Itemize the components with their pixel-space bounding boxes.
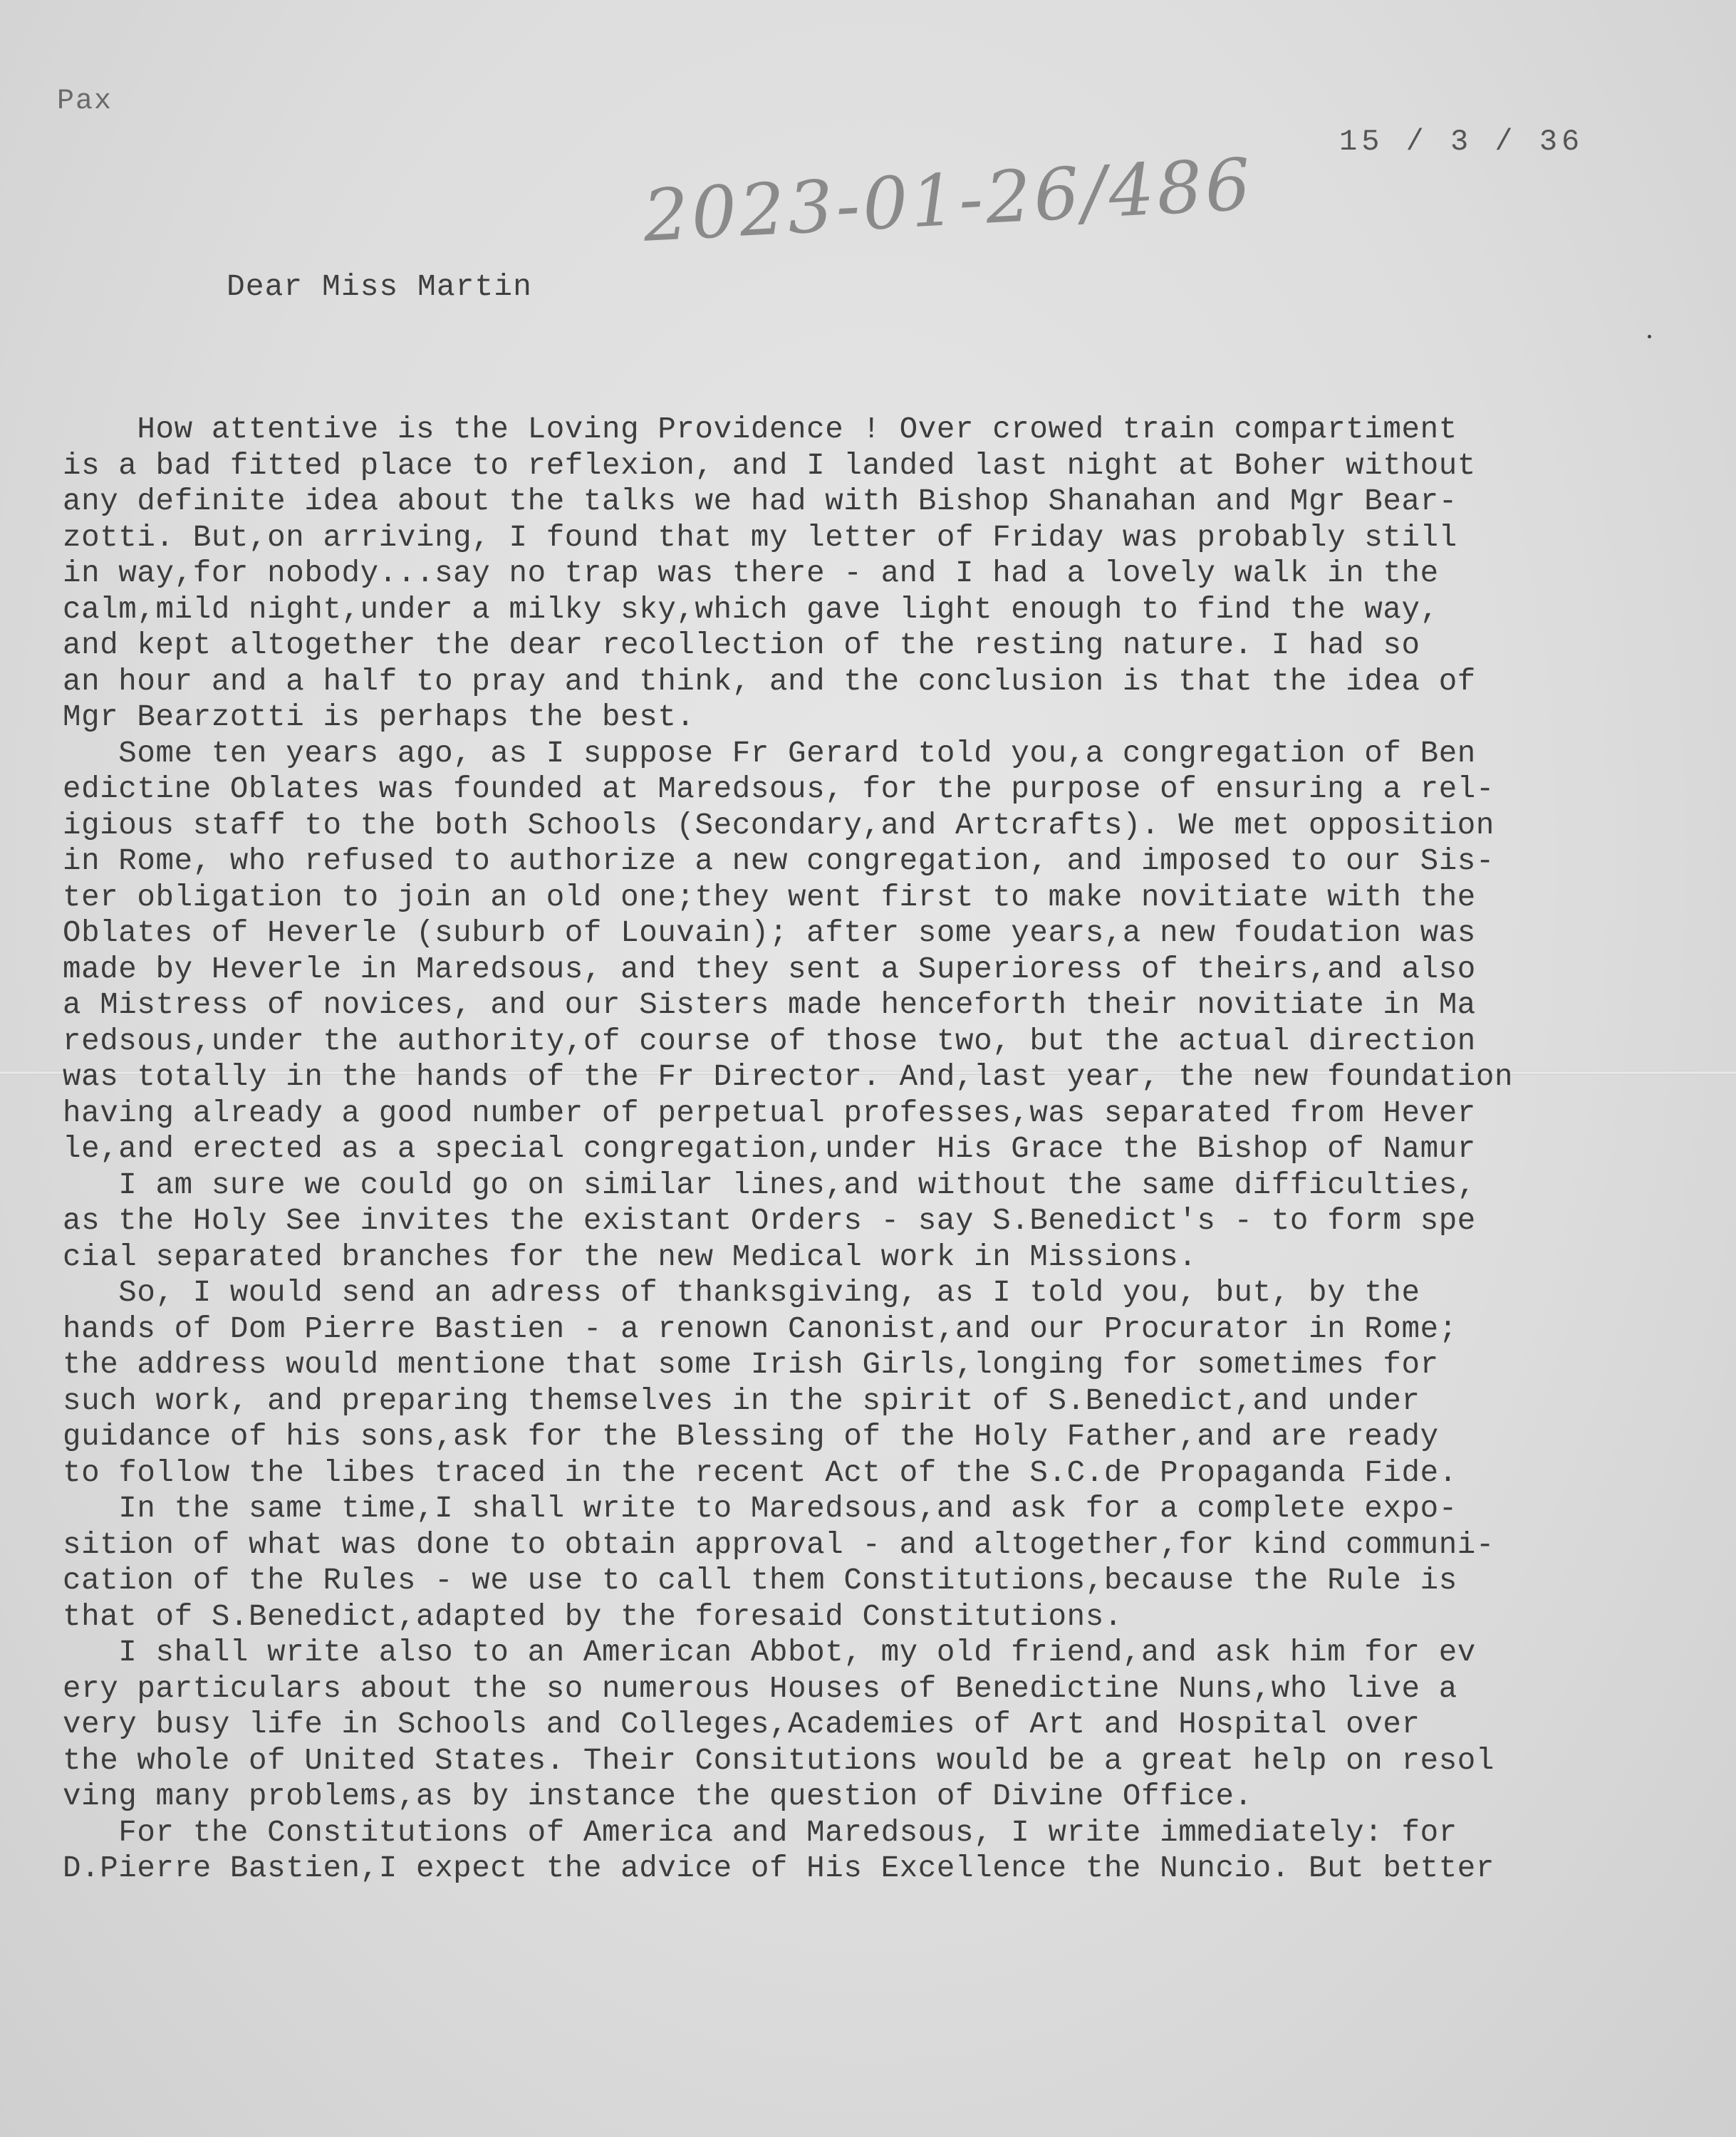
letter-line: le,and erected as a special congregation,under His Grace the Bishop of Namur xyxy=(63,1132,1476,1166)
letter-line: D.Pierre Bastien,I expect the advice of His Excellence the Nuncio. But better xyxy=(63,1851,1495,1886)
letter-line: redsous,under the authority,of course of those two, but the actual direction xyxy=(63,1024,1476,1059)
letter-line: as the Holy See invites the existant Orders - say S.Benedict's - to form spe xyxy=(63,1204,1476,1238)
letter-line: an hour and a half to pray and think, and the conclusion is that the idea of xyxy=(63,664,1476,699)
letter-body xyxy=(63,412,1701,1887)
letter-line: made by Heverle in Maredsous, and they sent a Superioress of theirs,and also xyxy=(63,952,1476,987)
letter-line: I shall write also to an American Abbot, my old friend,and ask him for ev xyxy=(63,1636,1476,1670)
letter-line: cial separated branches for the new Medical work in Missions. xyxy=(63,1239,1197,1274)
letter-line: ery particulars about the so numerous Houses of Benedictine Nuns,who live a xyxy=(63,1671,1457,1706)
letter-line: the address would mentione that some Irish Girls,longing for sometimes for xyxy=(63,1348,1439,1382)
letter-line: in way,for nobody...say no trap was there - and I had a lovely walk in the xyxy=(63,556,1439,591)
letter-line: Mgr Bearzotti is perhaps the best. xyxy=(63,700,695,734)
letter-line: sition of what was done to obtain approval - and altogether,for kind communi- xyxy=(63,1527,1495,1562)
letter-line: I am sure we could go on similar lines,and without the same difficulties, xyxy=(63,1168,1476,1202)
letter-line: edictine Oblates was founded at Maredsous, for the purpose of ensuring a rel- xyxy=(63,772,1495,806)
letter-line: So, I would send an adress of thanksgiving, as I told you, but, by the xyxy=(63,1276,1420,1310)
letter-line: For the Constitutions of America and Maredsous, I write immediately: for xyxy=(63,1815,1457,1850)
letter-line: igious staff to the both Schools (Secondary,and Artcrafts). We met opposition xyxy=(63,808,1495,843)
letter-line: cation of the Rules - we use to call them Constitutions,because the Rule is xyxy=(63,1564,1457,1598)
letter-line: a Mistress of novices, and our Sisters made henceforth their novitiate in Ma xyxy=(63,988,1476,1022)
salutation: Dear Miss Martin xyxy=(227,269,532,304)
handwritten-accession-number: 2023-01-26/486 xyxy=(641,142,1256,258)
letter-line: zotti. But,on arriving, I found that my letter of Friday was probably still xyxy=(63,520,1457,555)
letter-line: Some ten years ago, as I suppose Fr Gerard told you,a congregation of Ben xyxy=(63,736,1476,771)
letter-line: very busy life in Schools and Colleges,Academies of Art and Hospital over xyxy=(63,1707,1420,1742)
letter-line: in Rome, who refused to authorize a new congregation, and imposed to our Sis- xyxy=(63,844,1495,878)
letter-line: hands of Dom Pierre Bastien - a renown Canonist,and our Procurator in Rome; xyxy=(63,1311,1457,1346)
letter-line: ter obligation to join an old one;they went first to make novitiate with the xyxy=(63,880,1476,915)
letter-heading-pax: Pax xyxy=(57,85,113,118)
letter-line: Oblates of Heverle (suburb of Louvain); after some years,a new foudation was xyxy=(63,916,1476,950)
letter-line: calm,mild night,under a milky sky,which gave light enough to find the way, xyxy=(63,592,1439,627)
letter-line: the whole of United States. Their Consitutions would be a great help on resol xyxy=(63,1743,1495,1778)
letter-line: guidance of his sons,ask for the Blessing of the Holy Father,and are ready xyxy=(63,1420,1439,1454)
letter-line: that of S.Benedict,adapted by the foresaid Constitutions. xyxy=(63,1599,1123,1634)
letter-line: any definite idea about the talks we had with Bishop Shanahan and Mgr Bear- xyxy=(63,484,1457,519)
letter-line: In the same time,I shall write to Maredsous,and ask for a complete expo- xyxy=(63,1492,1457,1526)
margin-mark xyxy=(1648,335,1651,338)
letter-line: is a bad fitted place to reflexion, and I landed last night at Boher without xyxy=(63,448,1476,483)
letter-line: ving many problems,as by instance the question of Divine Office. xyxy=(63,1779,1253,1814)
letter-line: was totally in the hands of the Fr Director. And,last year, the new foundation xyxy=(63,1060,1514,1094)
letter-date: 15 / 3 / 36 xyxy=(1339,125,1584,159)
letter-line: having already a good number of perpetual professes,was separated from Hever xyxy=(63,1096,1476,1130)
letter-line: such work, and preparing themselves in the spirit of S.Benedict,and under xyxy=(63,1383,1420,1418)
letter-line: How attentive is the Loving Providence ! Over crowed train compartiment xyxy=(63,412,1457,447)
letter-line: and kept altogether the dear recollection of the resting nature. I had so xyxy=(63,628,1420,662)
letter-line: to follow the libes traced in the recent Act of the S.C.de Propaganda Fide. xyxy=(63,1455,1457,1490)
